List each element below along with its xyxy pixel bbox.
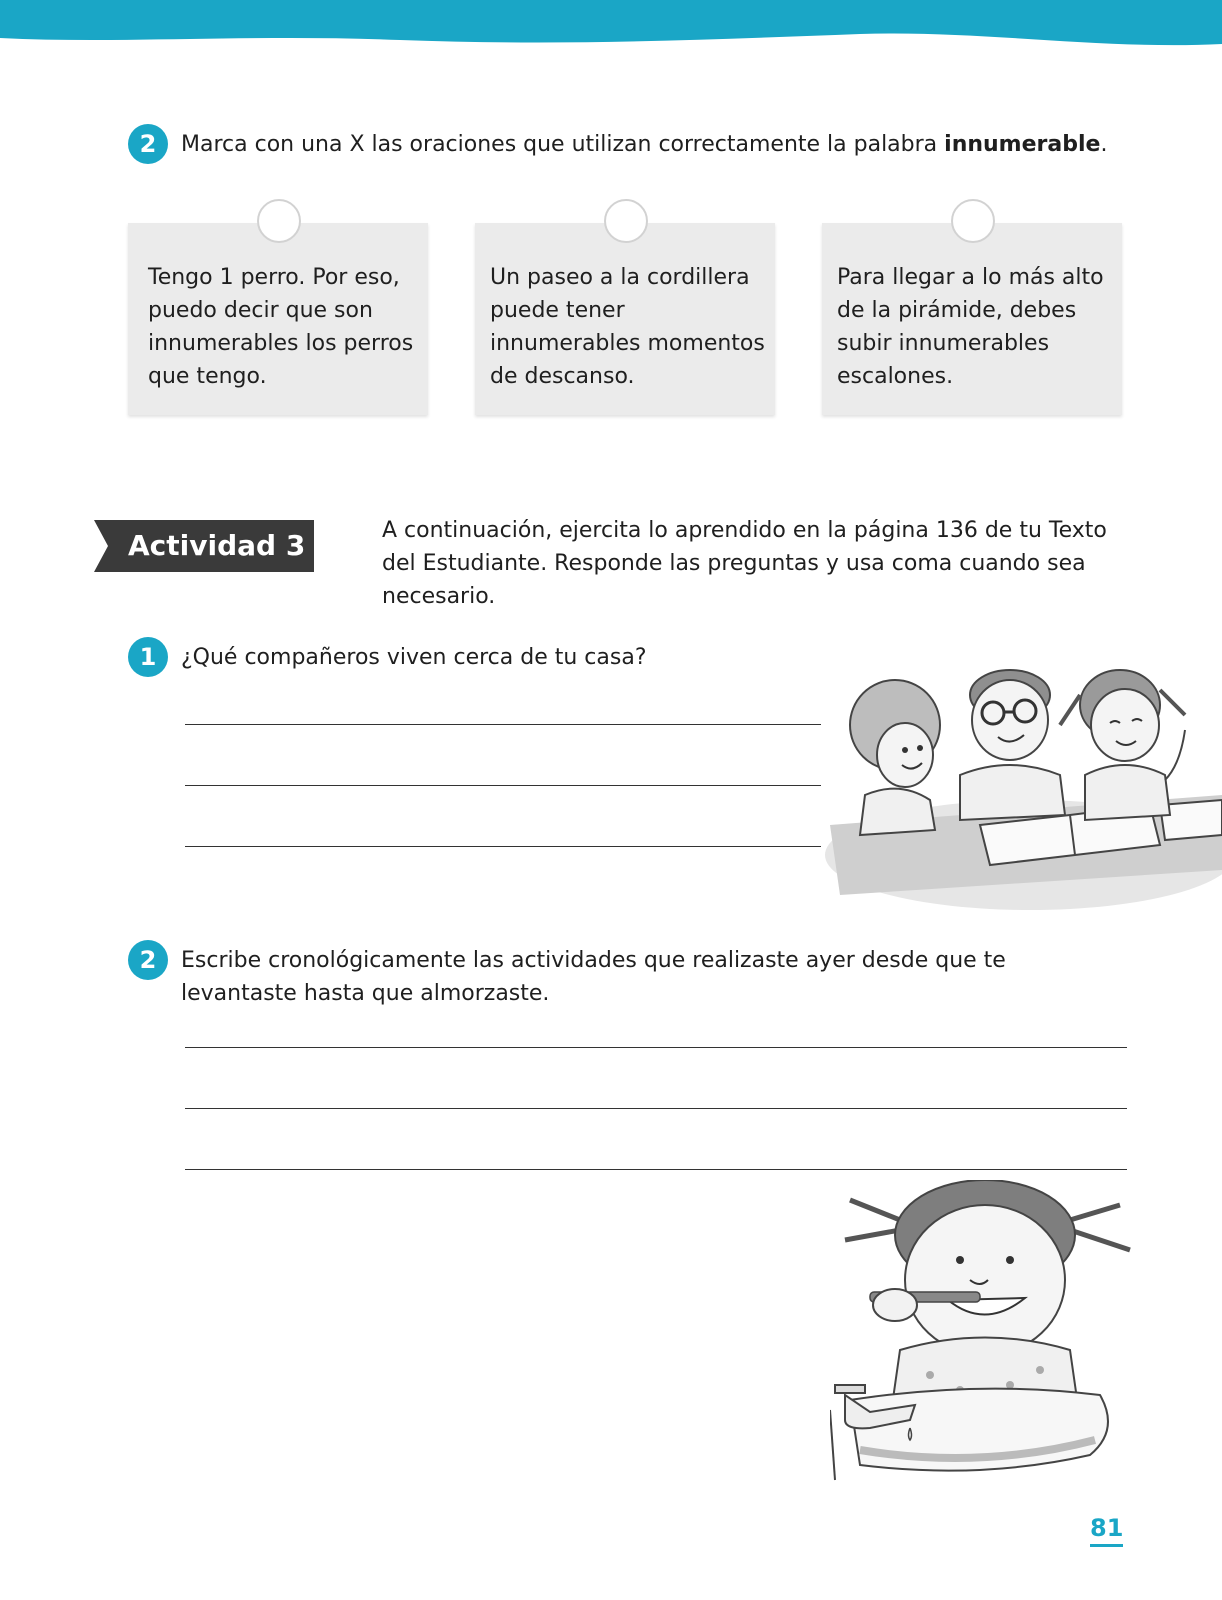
answer-line[interactable] (185, 1169, 1127, 1170)
prompt-end: . (1100, 132, 1108, 157)
prompt-keyword: innumerable (944, 132, 1101, 157)
answer-line[interactable] (185, 846, 821, 847)
option-checkbox-1[interactable] (257, 199, 301, 243)
question-text: ¿Qué compañeros viven cerca de tu casa? (181, 645, 647, 670)
question-number-badge: 2 (128, 940, 168, 980)
option-text: Para llegar a lo más alto de la pirámide, debes subir innumerables escalones. (837, 265, 1104, 389)
answer-line[interactable] (185, 1108, 1127, 1109)
prompt-lead: Marca con una X las oraciones que utilizan correctamente la palabra (181, 132, 945, 157)
children-reading-illustration (820, 655, 1222, 915)
activity-label: Actividad 3 (128, 529, 306, 562)
girl-brushing-teeth-illustration (830, 1180, 1140, 1500)
exercise-number-badge: 2 (128, 124, 168, 164)
option-checkbox-2[interactable] (604, 199, 648, 243)
option-checkbox-3[interactable] (951, 199, 995, 243)
answer-line[interactable] (185, 785, 821, 786)
answer-line[interactable] (185, 1047, 1127, 1048)
top-wave-band (0, 0, 1222, 50)
activity-intro: A continuación, ejercita lo aprendido en la página 136 de tu Texto del Estudiante. Responde las preguntas y usa coma cuando sea necesario. (382, 518, 1107, 609)
option-text: Un paseo a la cordillera puede tener innumerables momentos de descanso. (490, 265, 765, 389)
option-text: Tengo 1 perro. Por eso, puedo decir que son innumerables los perros que tengo. (148, 265, 414, 389)
option-card-1 (128, 223, 428, 415)
option-card-2 (475, 223, 775, 415)
question-text: Escribe cronológicamente las actividades que realizaste ayer desde que te levantaste hasta que almorzaste. (181, 948, 1006, 1006)
question-number-badge: 1 (128, 637, 168, 677)
answer-line[interactable] (185, 724, 821, 725)
page-number: 81 (1090, 1514, 1123, 1547)
option-card-3 (822, 223, 1122, 415)
exercise-prompt (181, 128, 1161, 161)
